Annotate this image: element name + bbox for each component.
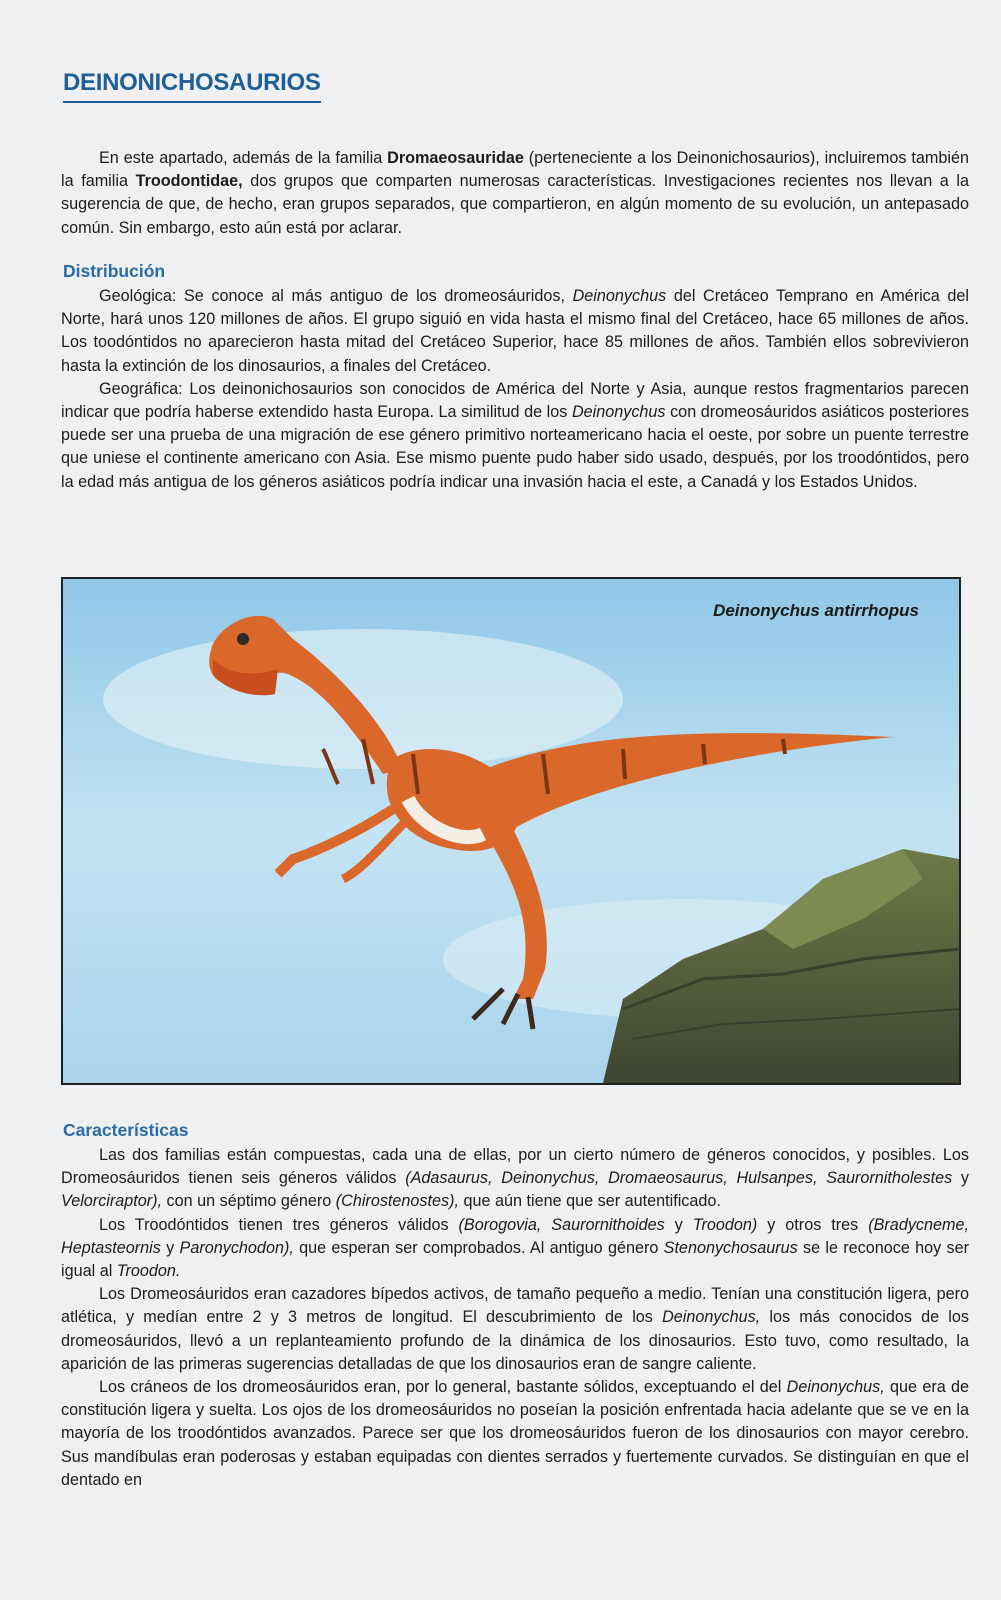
family-name: Troodontidae, <box>135 172 243 191</box>
intro-section <box>61 147 969 240</box>
geologic-paragraph: Geológica: Se conoce al más antiguo de los dromeosáuridos, Deinonychus del Cretáceo Temprano en América del Norte, hará unos 120 millones de años. El grupo siguió en vida hasta el mismo final del Cretáceo, hace 65 millones de años. Los toodóntidos no aparecieron hasta mitad del Cretáceo Superior, hace 85 millones de años. También ellos sobrevivieron hasta la extinción de los dinosaurios, a finales del Cretáceo. <box>61 287 970 375</box>
intro-paragraph: En este apartado, además de la familia Dromaeosauridae (perteneciente a los Deinonichosaurios), incluiremos también la familia Troodontidae, dos grupos que comparten numerosas características. Investigaciones recientes nos llevan a la sugerencia de que, de hecho, eran grupos separados, que compartieron, en algún momento de su evolución, un antepasado común. Sin embargo, esto aún está por aclarar. <box>61 149 970 237</box>
illustration-art <box>63 579 959 1083</box>
characteristics-section <box>61 1118 969 1492</box>
deinonychus-illustration <box>61 577 961 1085</box>
family-name: Dromaeosauridae <box>387 149 524 167</box>
troodontids-paragraph: Los Troodóntidos tienen tres géneros válidos (Borogovia, Saurornithoides y Troodon) y otros tres (Bradycneme, Heptasteornis y Paronychodon), que esperan ser comprobados. Al antiguo género Stenonychosaurus se le reconoce hoy ser igual al Troodon. <box>61 1215 969 1281</box>
hunters-paragraph: Los Dromeosáuridos eran cazadores bípedos activos, de tamaño pequeño a medio. Tenían una constitución ligera, pero atlética, y medían entre 2 y 3 metros de longitud. El descubrimiento de los Deinonychus, los más conocidos de los dromeosáuridos, llevó a un replanteamiento profundo de la dinámica de los dinosaurios. Esto tuvo, como resultado, la aparición de las primeras sugerencias detalladas de que los dinosaurios eran de sangre caliente. <box>61 1285 970 1373</box>
illustration-caption: Deinonychus antirrhopus <box>713 601 919 620</box>
page-title: DEINONICHOSAURIOS <box>63 69 321 103</box>
distribution-section <box>61 259 969 494</box>
distribution-heading: Distribución <box>63 261 166 281</box>
characteristics-heading: Características <box>63 1120 189 1140</box>
geographic-paragraph: Geográfica: Los deinonichosaurios son conocidos de América del Norte y Asia, aunque restos fragmentarios parecen indicar que podría haberse extendido hasta Europa. La similitud de los Deinonychus con dromeosáuridos asiáticos posteriores puede ser una prueba de una migración de ese género primitivo norteamericano hacia el oeste, por sobre un puente terrestre que uniese el continente americano con Asia. Ese mismo puente pudo haber sido usado, después, por los troodóntidos, pero la edad más antigua de los géneros asiáticos podría indicar una invasión hacia el este, a Canadá y los Estados Unidos. <box>61 379 970 491</box>
families-paragraph: Las dos familias están compuestas, cada una de ellas, por un cierto número de géneros conocidos, y posibles. Los Dromeosáuridos tienen seis géneros válidos (Adasaurus, Deinonychus, Dromaeosaurus, Hulsanpes, Saurornitholestes y Velorciraptor), con un séptimo género (Chirostenostes), que aún tiene que ser autentificado. <box>61 1146 970 1211</box>
skulls-paragraph: Los cráneos de los dromeosáuridos eran, por lo general, bastante sólidos, exceptuando el del Deinonychus, que era de constitución ligera y suelta. Los ojos de los dromeosáuridos no poseían la posición enfrentada hacia adelante que se ve en la mayoría de los troodóntidos avanzados. Parece ser que los dromeosáuridos fueron de los dinosaurios con mayor cerebro. Sus mandíbulas eran poderosas y estaban equipadas con dientes serrados y fuertemente curvados. Se distinguían en que el dentado en <box>61 1378 969 1489</box>
